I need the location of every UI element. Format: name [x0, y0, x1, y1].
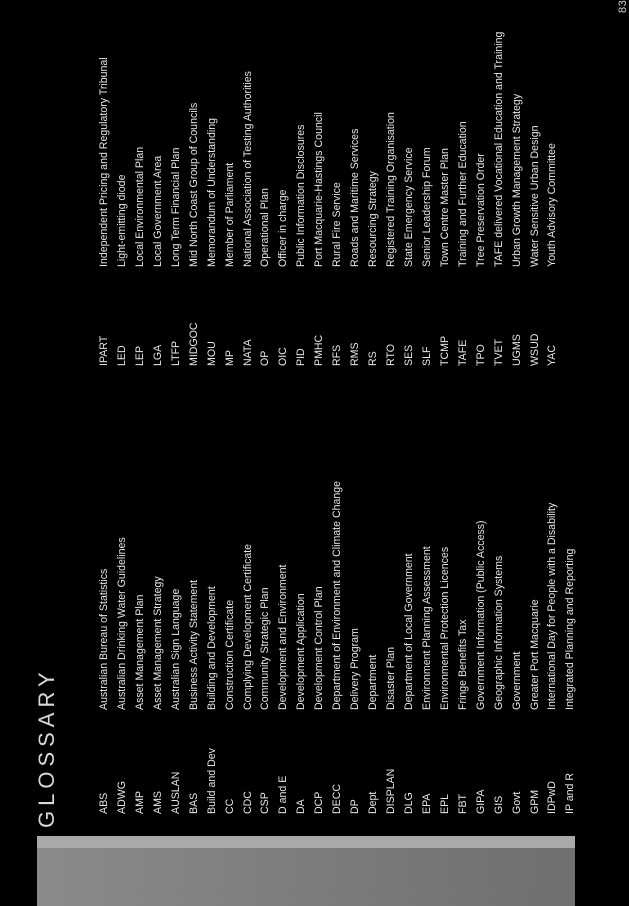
glossary-entry: [529, 444, 547, 814]
glossary-abbreviation: MP: [223, 350, 236, 366]
glossary-entry: [529, 0, 547, 366]
glossary-entry: [511, 0, 529, 366]
glossary-definition: Asset Management Plan: [133, 594, 146, 710]
glossary-entry: [224, 0, 242, 366]
glossary-entry: [313, 0, 331, 366]
glossary-definition: Government: [510, 651, 523, 710]
glossary-abbreviation: PMHC: [313, 334, 326, 366]
glossary-definition: Government Information (Public Access): [474, 520, 487, 710]
glossary-abbreviation: OIC: [277, 347, 290, 366]
glossary-definition: Mid North Coast Group of Councils: [187, 102, 200, 267]
glossary-abbreviation: TCMP: [438, 335, 451, 366]
glossary-entry: [188, 0, 206, 366]
glossary-definition: Member of Parliament: [223, 162, 236, 267]
decorative-side-band: [37, 848, 575, 906]
decorative-band-highlight: [37, 836, 575, 848]
glossary-abbreviation: AUSLAN: [169, 771, 182, 814]
glossary-definition: Australian Sign Language: [169, 588, 182, 710]
glossary-entry: [295, 0, 313, 366]
glossary-abbreviation: Govt: [510, 791, 523, 814]
glossary-definition: Tree Preservation Order: [474, 153, 487, 267]
glossary-definition: Australian Bureau of Statistics: [98, 568, 110, 710]
glossary-abbreviation: CDC: [241, 791, 254, 814]
glossary-abbreviation: UGMS: [510, 334, 523, 366]
glossary-definition: Local Government Area: [151, 155, 164, 267]
glossary-abbreviation: LGA: [151, 344, 164, 366]
glossary-abbreviation: TPO: [474, 344, 487, 366]
glossary-definition: Senior Leadership Forum: [420, 147, 433, 267]
glossary-definition: Water Sensitive Urban Design: [528, 125, 541, 267]
glossary-entry: [170, 444, 188, 814]
glossary-entry: [242, 0, 260, 366]
glossary-definition: Delivery Program: [349, 628, 362, 710]
glossary-entry: [242, 444, 260, 814]
glossary-entry: [475, 444, 493, 814]
glossary-definition: Department: [367, 654, 380, 710]
glossary-entry: [116, 444, 134, 814]
glossary-entry: [188, 444, 206, 814]
glossary-entry: [152, 0, 170, 366]
glossary-entry: [152, 444, 170, 814]
glossary-definition: Construction Certificate: [223, 599, 236, 710]
glossary-definition: Australian Drinking Water Guidelines: [115, 537, 128, 710]
glossary-entry: [277, 444, 295, 814]
glossary-abbreviation: CC: [223, 798, 236, 814]
glossary-entry: [170, 0, 188, 366]
glossary-entry: [259, 444, 277, 814]
glossary-definition: Asset Management Strategy: [151, 576, 164, 710]
glossary-entry: [206, 444, 224, 814]
glossary-definition: Development Control Plan: [313, 586, 326, 710]
glossary-entry: [511, 444, 529, 814]
glossary-abbreviation: ABS: [98, 792, 110, 814]
glossary-entry: [403, 444, 421, 814]
glossary-entry: [421, 444, 439, 814]
glossary-entry: [331, 0, 349, 366]
glossary-abbreviation: TVET: [492, 338, 505, 366]
glossary-entry: [421, 0, 439, 366]
glossary-entry: [546, 444, 564, 814]
glossary-definition: Integrated Planning and Reporting: [564, 548, 577, 710]
glossary-entry: [313, 444, 331, 814]
glossary-entry: [493, 0, 511, 366]
glossary-abbreviation: ADWG: [115, 781, 128, 814]
glossary-definition: Operational Plan: [259, 188, 272, 267]
glossary-entry: [331, 444, 349, 814]
page-number: 83: [617, 0, 629, 13]
glossary-abbreviation: DECC: [331, 783, 344, 814]
glossary-abbreviation: LED: [115, 345, 128, 366]
glossary-abbreviation: YAC: [546, 345, 559, 366]
glossary-entry: [134, 444, 152, 814]
glossary-column-right: [98, 0, 564, 366]
glossary-definition: Training and Further Education: [456, 121, 469, 267]
glossary-definition: Disaster Plan: [385, 647, 397, 710]
glossary-definition: Youth Advisory Committee: [546, 143, 559, 267]
glossary-abbreviation: IPART: [98, 335, 110, 366]
glossary-definition: Independent Pricing and Regulatory Tribunal: [98, 57, 110, 267]
glossary-abbreviation: Build and Dev: [205, 748, 218, 814]
page-title: GLOSSARY: [34, 667, 59, 828]
glossary-entry: [457, 0, 475, 366]
glossary-entry: [277, 0, 295, 366]
glossary-definition: Development and Environment: [277, 564, 290, 710]
glossary-abbreviation: SLF: [420, 346, 433, 366]
glossary-abbreviation: LTFP: [169, 340, 182, 366]
glossary-abbreviation: GIS: [492, 795, 505, 814]
glossary-definition: Local Environmental Plan: [133, 146, 146, 267]
glossary-abbreviation: LEP: [133, 345, 146, 366]
glossary-abbreviation: EPA: [420, 793, 433, 814]
glossary-entry: [457, 444, 475, 814]
glossary-abbreviation: WSUD: [528, 333, 541, 366]
glossary-entry: [206, 0, 224, 366]
glossary-entry: [385, 444, 403, 814]
glossary-entry: [385, 0, 403, 366]
glossary-definition: Business Activity Statement: [187, 579, 200, 710]
glossary-abbreviation: D and E: [277, 775, 290, 814]
glossary-entry: [134, 0, 152, 366]
glossary-definition: Public Information Disclosures: [295, 124, 308, 267]
glossary-definition: Environment Planning Assessment: [420, 546, 433, 710]
glossary-entry: [546, 0, 564, 366]
glossary-definition: Department of Local Government: [402, 553, 415, 710]
glossary-entry: [349, 0, 367, 366]
glossary-entry: [259, 0, 277, 366]
glossary-abbreviation: OP: [259, 350, 272, 366]
glossary-entry: [403, 0, 421, 366]
glossary-entry: [295, 444, 313, 814]
glossary-abbreviation: RTO: [385, 344, 397, 366]
glossary-abbreviation: DISPLAN: [385, 768, 397, 814]
glossary-definition: Officer in charge: [277, 189, 290, 267]
glossary-definition: Fringe Benefits Tax: [456, 619, 469, 710]
glossary-abbreviation: FBT: [456, 793, 469, 814]
glossary-abbreviation: RFS: [331, 344, 344, 366]
glossary-definition: Community Strategic Plan: [259, 587, 272, 710]
glossary-abbreviation: Dept: [367, 791, 380, 814]
glossary-abbreviation: SES: [402, 344, 415, 366]
glossary-entry: [349, 444, 367, 814]
glossary-abbreviation: IDPwD: [546, 781, 559, 814]
glossary-definition: International Day for People with a Disability: [546, 502, 559, 710]
glossary-entry: [98, 444, 116, 814]
glossary-abbreviation: DA: [295, 799, 308, 814]
glossary-abbreviation: RS: [367, 351, 380, 366]
glossary-entry: [564, 444, 582, 814]
glossary-definition: Greater Port Macquarie: [528, 599, 541, 710]
glossary-entry: [367, 0, 385, 366]
glossary-entry: [475, 0, 493, 366]
glossary-abbreviation: RMS: [349, 342, 362, 366]
glossary-definition: Light-emitting diode: [115, 174, 128, 267]
glossary-abbreviation: NATA: [241, 339, 254, 366]
glossary-definition: Urban Growth Management Strategy: [510, 93, 523, 267]
glossary-definition: Roads and Maritime Services: [349, 128, 362, 267]
glossary-abbreviation: CSP: [259, 792, 272, 814]
glossary-abbreviation: DP: [349, 799, 362, 814]
glossary-entry: [439, 0, 457, 366]
glossary-definition: TAFE delivered Vocational Education and Training: [492, 31, 505, 267]
glossary-entry: [367, 444, 385, 814]
glossary-definition: Complying Development Certificate: [241, 543, 254, 710]
glossary-column-left: [98, 444, 582, 814]
glossary-abbreviation: DLG: [402, 792, 415, 814]
glossary-definition: Department of Environment and Climate Change: [331, 480, 344, 710]
glossary-definition: Rural Fire Service: [331, 182, 344, 267]
glossary-definition: Resourcing Strategy: [367, 171, 380, 267]
glossary-abbreviation: AMS: [151, 791, 164, 814]
glossary-entry: [439, 444, 457, 814]
glossary-entry: [493, 444, 511, 814]
glossary-definition: Building and Development: [205, 586, 218, 710]
glossary-definition: Port Macquarie-Hastings Council: [313, 112, 326, 267]
glossary-abbreviation: MOU: [205, 341, 218, 366]
glossary-entry: [98, 0, 116, 366]
glossary-definition: Geographic Information Systems: [492, 555, 505, 710]
glossary-abbreviation: DCP: [313, 791, 326, 814]
glossary-definition: Development Application: [295, 593, 308, 710]
glossary-definition: Registered Training Organisation: [385, 112, 397, 267]
glossary-abbreviation: GPM: [528, 789, 541, 814]
glossary-abbreviation: GIPA: [474, 789, 487, 814]
glossary-definition: Town Centre Master Plan: [438, 148, 451, 267]
glossary-abbreviation: BAS: [187, 792, 200, 814]
glossary-abbreviation: IP and R: [564, 772, 577, 814]
glossary-entry: [116, 0, 134, 366]
glossary-entry: [224, 444, 242, 814]
glossary-abbreviation: TAFE: [456, 339, 469, 366]
glossary-definition: National Association of Testing Authorities: [241, 71, 254, 267]
glossary-definition: Memorandum of Understanding: [205, 118, 218, 267]
glossary-abbreviation: AMP: [133, 791, 146, 814]
glossary-definition: Long Term Financial Plan: [169, 147, 182, 267]
glossary-abbreviation: PID: [295, 348, 308, 366]
glossary-abbreviation: EPL: [438, 793, 451, 814]
glossary-definition: State Emergency Service: [402, 147, 415, 267]
glossary-definition: Environmental Protection Licences: [438, 546, 451, 710]
glossary-abbreviation: MIDGOC: [187, 322, 200, 366]
